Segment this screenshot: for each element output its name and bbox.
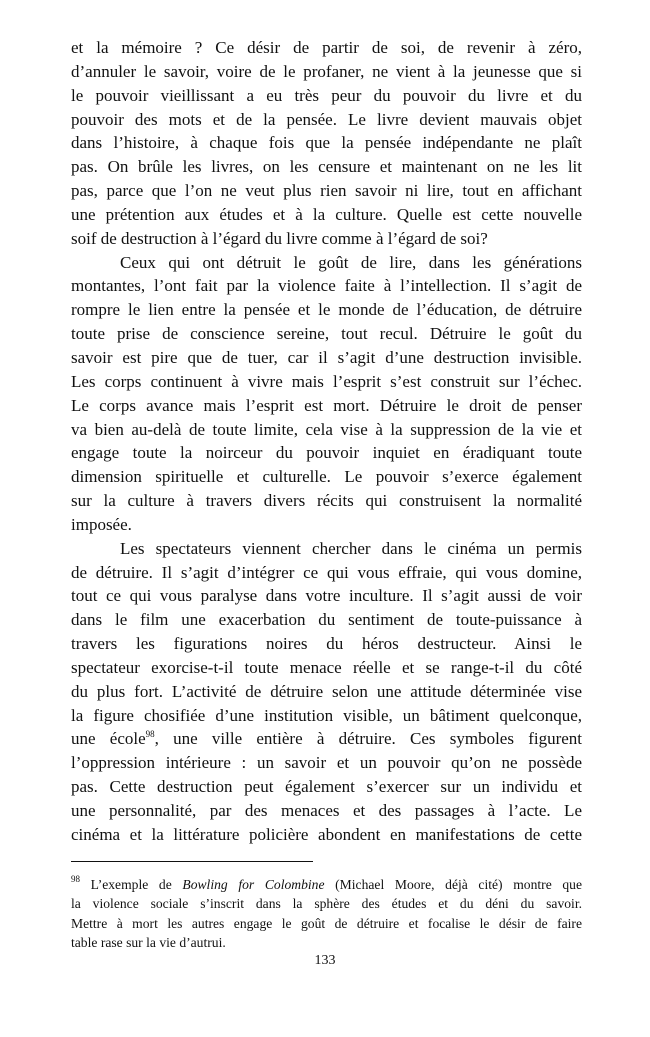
footnote-marker: 98 xyxy=(145,729,155,740)
page-number: 133 xyxy=(314,953,336,968)
text-line: pouvoir des mots et de la pensée. Le livre devient mauvais objet xyxy=(71,109,582,129)
footnote-line: table rase sur la vie d’autrui. xyxy=(71,935,226,951)
text-line: pas. Cette destruction peut également s’exercer sur un individu et xyxy=(71,777,582,797)
italic-title: Bowling for Colombine xyxy=(182,877,325,892)
text-line: Le corps avance mais l’esprit est mort. Détruire le droit de penser xyxy=(71,395,582,415)
text-line: soif de destruction à l’égard du livre comme à l’égard de soi? xyxy=(71,228,488,248)
text-line: pas. On brûle les livres, on les censure et maintenant on ne les lit xyxy=(71,157,582,177)
paragraph xyxy=(71,251,582,537)
footnote-marker: 98 xyxy=(71,874,80,884)
text-line: dans l’histoire, à chaque fois que la pensée indépendante ne plaît xyxy=(71,133,582,153)
text-line: la figure chosifiée d’une institution visible, un bâtiment quelconque, xyxy=(71,705,582,725)
text-line: d’annuler le savoir, voire de le profaner, ne vient à la jeunesse que si xyxy=(71,61,582,81)
text-line: Les corps continuent à vivre mais l’esprit s’est construit sur l’échec. xyxy=(71,371,582,391)
text-line: savoir est pire que de tuer, car il s’agit d’une destruction invisible. xyxy=(71,347,582,367)
text-line xyxy=(71,727,582,751)
text-line: du plus fort. L’activité de détruire selon une attitude déterminée vise xyxy=(71,681,582,701)
footnote-line: Mettre à mort les autres engage le goût de détruire et focalise le désir de faire xyxy=(71,915,582,931)
text-line: Les spectateurs viennent chercher dans le cinéma un permis xyxy=(120,538,582,558)
text-line: de détruire. Il s’agit d’intégrer ce qui vous effraie, qui vous domine, xyxy=(71,562,582,582)
text-line: travers les figurations noires du héros destructeur. Ainsi le xyxy=(71,634,582,654)
text-segment: une école xyxy=(71,729,146,749)
text-line: pas, parce que l’on ne veut plus rien savoir ni lire, tout en affichant xyxy=(71,181,582,201)
text-line: imposée. xyxy=(71,514,132,534)
text-line: l’oppression intérieure : un savoir et un pouvoir qu’on ne possède xyxy=(71,753,582,773)
text-line: montantes, l’ont fait par la violence faite à l’intellection. Il s’agit de xyxy=(71,276,582,296)
text-line: engage toute la noirceur du pouvoir inquiet en éradiquant toute xyxy=(71,443,582,463)
text-line: dimension spirituelle et culturelle. Le pouvoir s’exerce également xyxy=(71,467,582,487)
text-line: tout ce qui vous paralyse dans votre inculture. Il s’agit aussi de voir xyxy=(71,586,582,606)
text-line: cinéma et la littérature policière abondent en manifestations de cette xyxy=(71,824,582,844)
footnote-separator xyxy=(71,861,313,862)
text-line: une personnalité, par des menaces et des passages à l’acte. Le xyxy=(71,801,582,820)
text-line: dans le film une exacerbation du sentiment de toute-puissance à xyxy=(71,610,582,630)
text-line: sur la culture à travers divers récits qui construisent la normalité xyxy=(71,491,582,511)
text-line: va bien au-delà de toute limite, cela vise à la suppression de la vie et xyxy=(71,419,582,439)
text-segment: , une ville entière à détruire. Ces symboles figurent xyxy=(154,729,583,749)
paragraph xyxy=(71,537,582,847)
footnote-line: la violence sociale s’inscrit dans la sphère des études et du déni du savoir. xyxy=(71,896,582,912)
text-line: le pouvoir vieillissant a eu très peur du pouvoir du livre et du xyxy=(71,85,582,105)
footnote-line xyxy=(71,875,582,894)
text-line: rompre le lien entre la pensée et le monde de l’éducation, de détruire xyxy=(71,300,582,320)
paragraph xyxy=(71,36,582,251)
text-segment: L’exemple de xyxy=(80,877,183,892)
text-line: une prétention aux études et à la culture. Quelle est cette nouvelle xyxy=(71,204,582,224)
text-line: toute prise de conscience sereine, tout recul. Détruire le goût du xyxy=(71,324,582,344)
text-segment: (Michael Moore, déjà cité) montre que xyxy=(324,877,582,892)
body-text xyxy=(71,36,582,847)
text-line: spectateur exorcise-t-il toute menace réelle et se range-t-il du côté xyxy=(71,657,582,677)
text-line: Ceux qui ont détruit le goût de lire, dans les générations xyxy=(120,252,582,272)
text-line: et la mémoire ? Ce désir de partir de soi, de revenir à zéro, xyxy=(71,38,582,57)
footnote xyxy=(71,875,582,953)
